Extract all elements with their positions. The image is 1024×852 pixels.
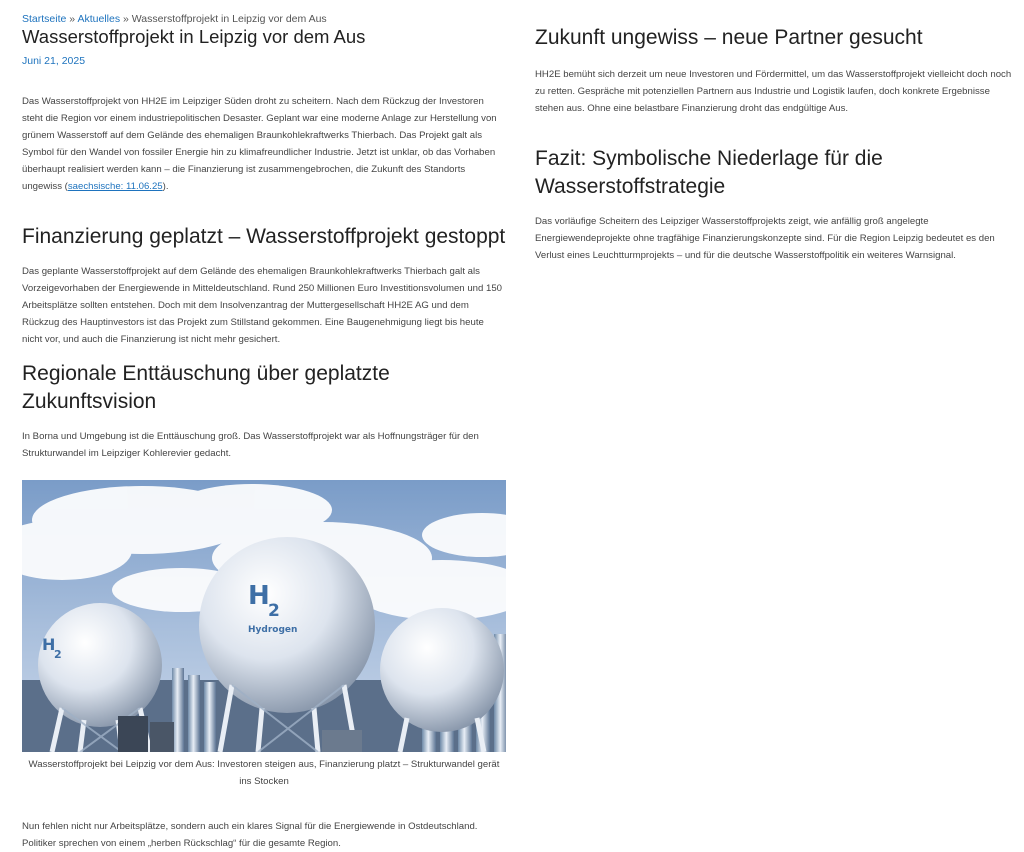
post-date[interactable]: Juni 21, 2025: [22, 55, 86, 67]
article-figure: [22, 480, 506, 790]
section-heading-disappointment: Regionale Enttäuschung über geplatzte Zukunftsvision: [22, 362, 390, 413]
h2-main-symbol: H: [248, 581, 270, 611]
breadcrumb-current: Wasserstoffprojekt in Leipzig vor dem Aus: [131, 13, 327, 25]
h2-left-subscript: 2: [54, 648, 62, 661]
breadcrumb: [22, 12, 506, 26]
article-main-column: [22, 12, 506, 852]
h2-main-word: Hydrogen: [248, 625, 298, 635]
intro-text: Das Wasserstoffprojekt von HH2E im Leipziger Süden droht zu scheitern. Nach dem Rückzug der Investoren steht die Region vor einem industriepolitischen Desaster. Geplant war eine moderne Anlage zur Herstellung von grünem Wasserstoff auf dem Gelände des ehemaligen Braunkohlekraftwerks Thierbach. Das Projekt galt als Symbol für den Wandel von fossiler Energie hin zu klimafreundlicher Industrie. Jetzt ist unklar, ob das Vorhaben überhaupt realisiert werden kann – die Finanzierung ist zusammengebrochen, die Zukunft des Standorts ungewiss (: [22, 96, 497, 192]
page-title: Wasserstoffprojekt in Leipzig vor dem Aus: [22, 26, 366, 47]
article-side-column: [535, 24, 1017, 264]
h2-left-symbol: H: [42, 635, 56, 654]
intro-end: ).: [162, 181, 169, 192]
section-heading-conclusion: Fazit: Symbolische Niederlage für die Wasserstoffstrategie: [535, 147, 883, 198]
section-text-future: HH2E bemüht sich derzeit um neue Investoren und Fördermittel, um das Wasserstoffprojekt vielleicht doch noch zu retten. Gespräche mit potenziellen Partnern aus Industrie und Logistik laufen, doch konkrete Ergebnisse stehen aus. Ohne eine belastbare Finanzierung droht das endgültige Aus.: [535, 69, 1012, 114]
section-text-disappointment: In Borna und Umgebung ist die Enttäuschung groß. Das Wasserstoffprojekt war als Hoffnungsträger für den Strukturwandel im Leipziger Kohlerevier gedacht.: [22, 431, 479, 459]
closing-paragraph: Nun fehlen nicht nur Arbeitsplätze, sondern auch ein klares Signal für die Energiewende in Ostdeutschland. Politiker sprechen von einem „herben Rückschlag“ für die gesamte Region.: [22, 821, 478, 849]
image-caption: Wasserstoffprojekt bei Leipzig vor dem Aus: Investoren steigen aus, Finanzierung platzt – Strukturwandel gerät ins Stocken: [28, 759, 500, 787]
h2-main-subscript: 2: [268, 601, 280, 621]
section-heading-financing: Finanzierung geplatzt – Wasserstoffprojekt gestoppt: [22, 225, 506, 248]
source-link[interactable]: saechsische: 11.06.25: [67, 181, 163, 192]
breadcrumb-separator: »: [69, 13, 76, 25]
section-heading-future: Zukunft ungewiss – neue Partner gesucht: [535, 26, 923, 49]
section-text-financing: Das geplante Wasserstoffprojekt auf dem Gelände des ehemaligen Braunkohlekraftwerks Thierbach galt als Vorzeigevorhaben der Energiewende in Mitteldeutschland. Rund 250 Millionen Euro Investitionsvolumen und 150 Arbeitsplätze sollten entstehen. Doch mit dem Insolvenzantrag der Muttergesellschaft HH2E AG und dem Rückzug des Hauptinvestors ist das Projekt zum Stillstand gekommen. Eine Baugenehmigung liegt bis heute nicht vor, und auch die Finanzierung ist nicht mehr gesichert.: [22, 266, 502, 345]
hydrogen-tanks-image: [22, 480, 506, 752]
intro-paragraph: [22, 93, 506, 195]
breadcrumb-separator: »: [123, 13, 129, 25]
breadcrumb-home-link[interactable]: Startseite: [22, 13, 67, 25]
section-text-conclusion: Das vorläufige Scheitern des Leipziger Wasserstoffprojekts zeigt, wie anfällig groß angelegte Energiewendeprojekte ohne tragfähige Finanzierungskonzepte sind. Für die Region Leipzig bedeutet es den Verlust eines Leuchtturmprojekts – und für die deutsche Wasserstoffpolitik ein weiteres Warnsignal.: [535, 216, 995, 261]
breadcrumb-news-link[interactable]: Aktuelles: [77, 13, 121, 25]
